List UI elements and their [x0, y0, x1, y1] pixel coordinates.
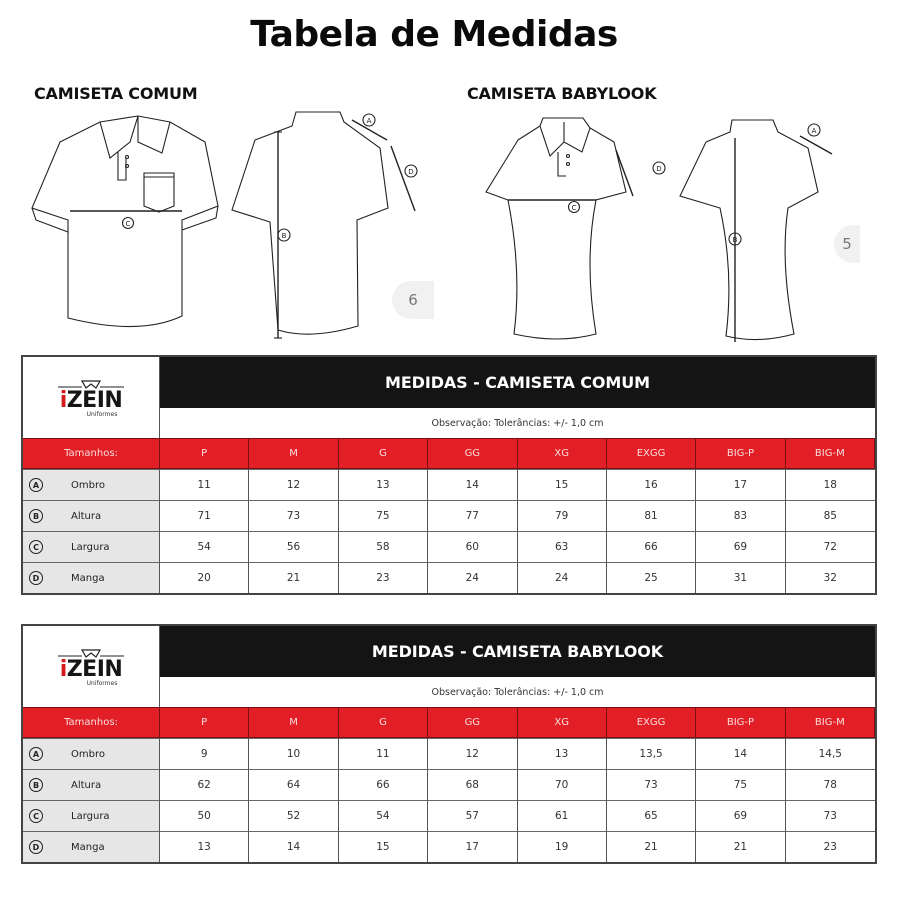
table-cell: 10 [249, 738, 338, 769]
circle-letter-b-icon: B [29, 509, 43, 523]
table-cell: 13 [518, 738, 607, 769]
table-cell: 75 [339, 500, 428, 531]
table-cell: 81 [607, 500, 696, 531]
circle-letter-b-icon: B [29, 778, 43, 792]
table-cell: 14 [249, 831, 338, 862]
table-cell: 23 [339, 562, 428, 593]
table-cell: 54 [160, 531, 249, 562]
table-cell: 18 [786, 469, 875, 500]
size-header-gg: GG [428, 438, 517, 469]
table-cell: 66 [339, 769, 428, 800]
size-header-xg: XG [518, 707, 607, 738]
table-cell: 12 [249, 469, 338, 500]
shirt-back-comum [232, 112, 417, 338]
table-cell: 15 [518, 469, 607, 500]
brand-logo [23, 357, 160, 438]
table-cell: 75 [696, 769, 785, 800]
size-header-m: M [249, 438, 338, 469]
table-cell: 13,5 [607, 738, 696, 769]
table-cell: 17 [696, 469, 785, 500]
table-cell: 13 [160, 831, 249, 862]
table-cell: 32 [786, 562, 875, 593]
size-header-xg: XG [518, 438, 607, 469]
size-header-big-p: BIG-P [696, 707, 785, 738]
table-observation: Observação: Tolerâncias: +/- 1,0 cm [160, 408, 875, 438]
size-header-p: P [160, 438, 249, 469]
table-cell: 69 [696, 531, 785, 562]
table-cell: 31 [696, 562, 785, 593]
header-tamanhos: Tamanhos: [23, 438, 160, 469]
table-cell: 25 [607, 562, 696, 593]
callout-c: C [125, 220, 131, 228]
brand-logo [23, 626, 160, 707]
shirt-front-comum [32, 116, 218, 327]
circle-letter-a-icon: A [29, 747, 43, 761]
table-cell: 21 [696, 831, 785, 862]
size-header-gg: GG [428, 707, 517, 738]
circle-letter-c-icon: C [29, 540, 43, 554]
page-badge[interactable]: 6 [392, 281, 434, 319]
size-header-p: P [160, 707, 249, 738]
table-cell: 14,5 [786, 738, 875, 769]
table-cell: 24 [518, 562, 607, 593]
table-cell: 50 [160, 800, 249, 831]
table-cell: 83 [696, 500, 785, 531]
illustration-camiseta-babylook [478, 112, 868, 344]
table-cell: 71 [160, 500, 249, 531]
header-tamanhos: Tamanhos: [23, 707, 160, 738]
table-cell: 23 [786, 831, 875, 862]
table-cell: 66 [607, 531, 696, 562]
table-cell: 54 [339, 800, 428, 831]
row-label-manga [23, 831, 160, 862]
size-table-comum [21, 355, 877, 595]
table-cell: 77 [428, 500, 517, 531]
callout-b: B [281, 232, 287, 240]
table-cell: 63 [518, 531, 607, 562]
section-label-babylook: CAMISETA BABYLOOK [467, 84, 657, 103]
table-cell: 60 [428, 531, 517, 562]
circle-letter-d-icon: D [29, 840, 43, 854]
table-cell: 68 [428, 769, 517, 800]
page-title: Tabela de Medidas [250, 14, 618, 55]
brand-subtitle: Uniformes [86, 411, 118, 418]
table-cell: 17 [428, 831, 517, 862]
measurement-name: Ombro [71, 748, 105, 760]
table-cell: 56 [249, 531, 338, 562]
table-title: MEDIDAS - CAMISETA COMUM [160, 357, 875, 408]
size-header-big-m: BIG-M [786, 438, 875, 469]
table-cell: 73 [786, 800, 875, 831]
size-header-g: G [339, 438, 428, 469]
circle-letter-a-icon: A [29, 478, 43, 492]
table-cell: 64 [249, 769, 338, 800]
table-cell: 58 [339, 531, 428, 562]
row-label-largura [23, 531, 160, 562]
size-header-big-m: BIG-M [786, 707, 875, 738]
section-label-comum: CAMISETA COMUM [34, 84, 198, 103]
illustration-camiseta-comum [30, 108, 440, 348]
shirt-back-babylook [680, 120, 832, 342]
table-cell: 73 [249, 500, 338, 531]
table-cell: 70 [518, 769, 607, 800]
callout-d: D [656, 165, 662, 173]
row-label-ombro [23, 738, 160, 769]
table-cell: 21 [607, 831, 696, 862]
brand-subtitle: Uniformes [86, 680, 118, 687]
table-cell: 61 [518, 800, 607, 831]
callout-b: B [732, 236, 738, 244]
table-cell: 15 [339, 831, 428, 862]
table-cell: 57 [428, 800, 517, 831]
table-cell: 24 [428, 562, 517, 593]
row-label-altura [23, 500, 160, 531]
table-cell: 12 [428, 738, 517, 769]
table-cell: 21 [249, 562, 338, 593]
table-cell: 14 [428, 469, 517, 500]
measurement-name: Largura [71, 810, 110, 822]
measurement-name: Manga [71, 841, 105, 853]
brand-name: iZEIN [59, 388, 123, 413]
circle-letter-c-icon: C [29, 809, 43, 823]
size-header-g: G [339, 707, 428, 738]
row-label-largura [23, 800, 160, 831]
table-observation: Observação: Tolerâncias: +/- 1,0 cm [160, 677, 875, 707]
callout-c: C [571, 204, 577, 212]
size-table-babylook [21, 624, 877, 864]
table-cell: 72 [786, 531, 875, 562]
size-header-exgg: EXGG [607, 438, 696, 469]
measurement-name: Altura [71, 779, 102, 791]
table-cell: 9 [160, 738, 249, 769]
table-cell: 20 [160, 562, 249, 593]
brand-name: iZEIN [59, 657, 123, 682]
size-header-exgg: EXGG [607, 707, 696, 738]
callout-a: A [811, 127, 817, 135]
table-cell: 69 [696, 800, 785, 831]
callout-a: A [366, 117, 372, 125]
table-cell: 14 [696, 738, 785, 769]
table-cell: 79 [518, 500, 607, 531]
table-cell: 85 [786, 500, 875, 531]
table-cell: 11 [339, 738, 428, 769]
measurement-name: Altura [71, 510, 102, 522]
table-cell: 19 [518, 831, 607, 862]
measurement-name: Manga [71, 572, 105, 584]
shirt-front-babylook [486, 118, 665, 339]
page-badge[interactable]: 5 [834, 225, 860, 263]
table-cell: 78 [786, 769, 875, 800]
table-cell: 73 [607, 769, 696, 800]
size-header-m: M [249, 707, 338, 738]
table-cell: 52 [249, 800, 338, 831]
measurement-name: Largura [71, 541, 110, 553]
table-cell: 62 [160, 769, 249, 800]
row-label-altura [23, 769, 160, 800]
table-cell: 16 [607, 469, 696, 500]
size-header-big-p: BIG-P [696, 438, 785, 469]
row-label-manga [23, 562, 160, 593]
table-cell: 11 [160, 469, 249, 500]
circle-letter-d-icon: D [29, 571, 43, 585]
table-cell: 13 [339, 469, 428, 500]
table-cell: 65 [607, 800, 696, 831]
measurement-name: Ombro [71, 479, 105, 491]
table-title: MEDIDAS - CAMISETA BABYLOOK [160, 626, 875, 677]
row-label-ombro [23, 469, 160, 500]
callout-d: D [408, 168, 414, 176]
